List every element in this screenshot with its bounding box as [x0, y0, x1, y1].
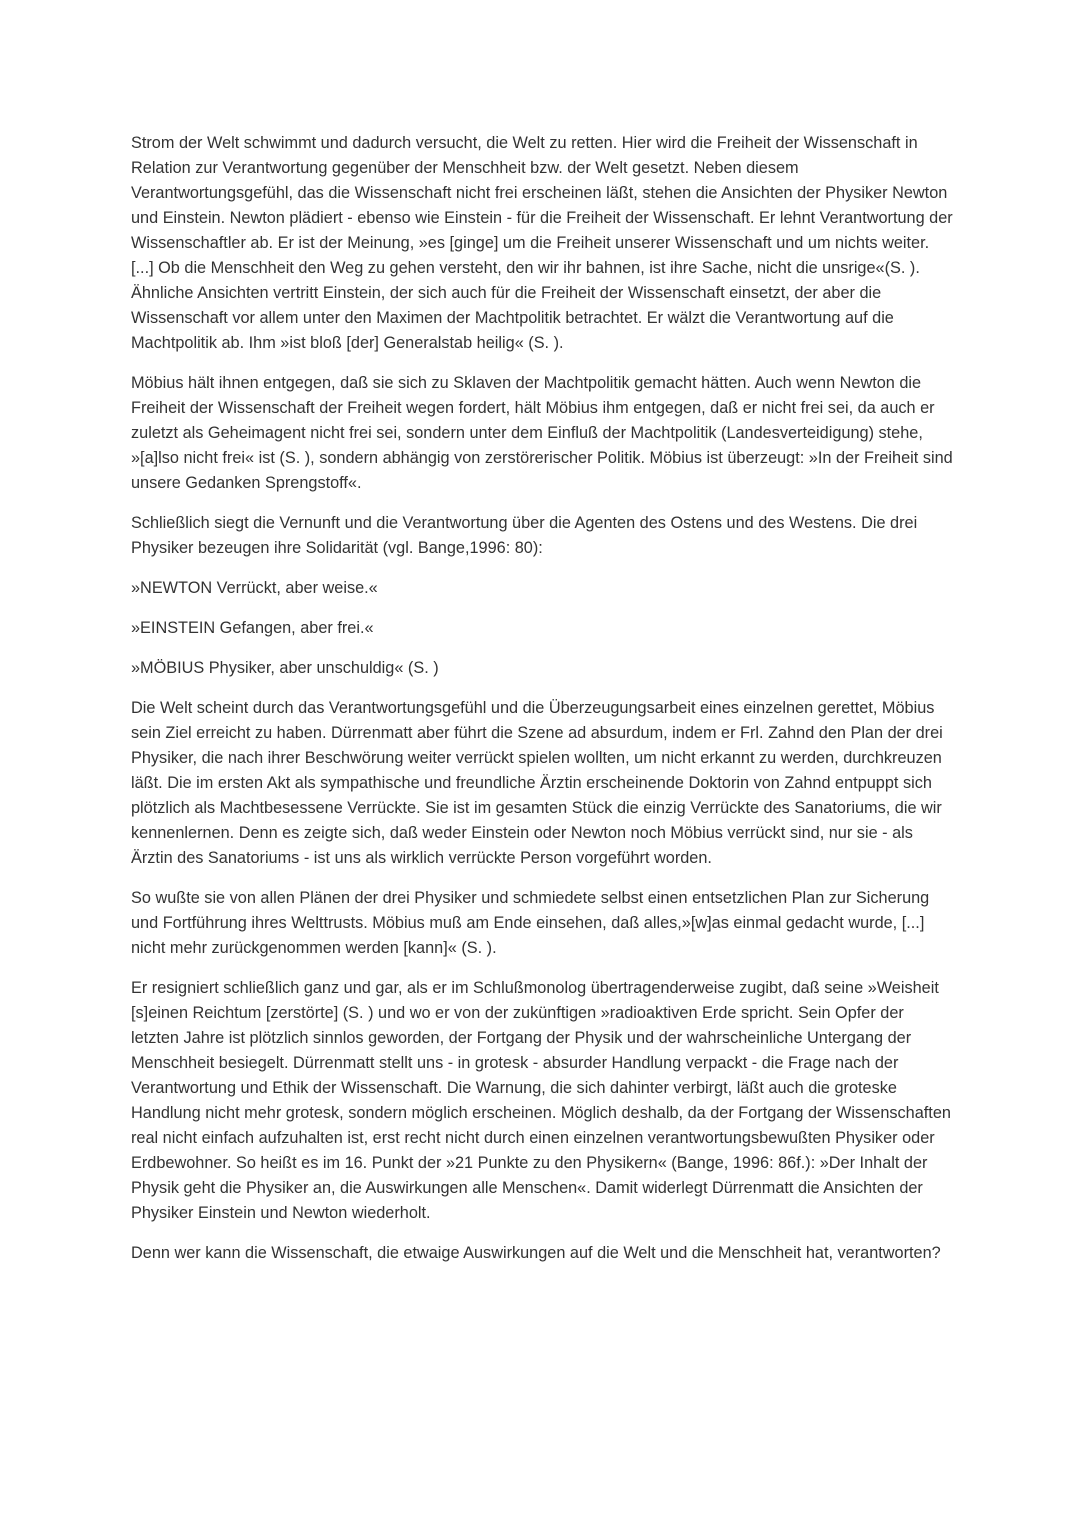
- quote-newton: »NEWTON Verrückt, aber weise.«: [131, 579, 378, 597]
- paragraph-resignation: Er resigniert schließlich ganz und gar, als er im Schlußmonolog übertragenderweise zugibt, daß seine »Weisheit [s]einen Reichtum [zerstörte] (S. ) und wo er von der zukünftigen »radioaktiven Erde spricht. Sein Opfer der letzten Jahre ist plötzlich sinnlos geworden, der Fortgang der Physik und der wahrscheinliche Untergang der Menschheit besiegelt. Dürrenmatt stellt uns - in grotesk - absurder Handlung verpackt - die Frage nach der Verantwortung und Ethik der Wissenschaft. Die Warnung, die sich dahinter verbirgt, läßt auch die groteske Handlung nicht mehr grotesk, sondern möglich erscheinen. Möglich deshalb, da der Fortgang der Wissenschaften real nicht einfach aufzuhalten ist, erst recht nicht durch einen einzelnen verantwortungsbewußten Physiker oder Erdbewohner. So heißt es im 16. Punkt der »21 Punkte zu den Physikern« (Bange, 1996: 86f.): »Der Inhalt der Physik geht die Physiker an, die Auswirkungen alle Menschen«. Damit widerlegt Dürrenmatt die Ansichten der Physiker Einstein und Newton wiederholt.: [131, 979, 951, 1222]
- paragraph-solidarity: Schließlich siegt die Vernunft und die Verantwortung über die Agenten des Ostens und des Westens. Die drei Physiker bezeugen ihre Solidarität (vgl. Bange,1996: 80):: [131, 514, 918, 557]
- paragraph-moebius-objection: Möbius hält ihnen entgegen, daß sie sich zu Sklaven der Machtpolitik gemacht hätten. Auch wenn Newton die Freiheit der Wissenschaft der Freiheit wegen fordert, hält Möbius ihm entgegen, daß er nicht frei sei, da auch er zuletzt als Geheimagent nicht frei sei, sondern unter dem Einfluß der Machtpolitik (Landesverteidigung) stehe, »[a]lso nicht frei« ist (S. ), sondern abhängig von zerstörerischer Politik. Möbius ist überzeugt: »In der Freiheit sind unsere Gedanken Sprengstoff«.: [131, 374, 953, 492]
- quote-einstein: »EINSTEIN Gefangen, aber frei.«: [131, 619, 374, 637]
- paragraph-closing-question: Denn wer kann die Wissenschaft, die etwaige Auswirkungen auf die Welt und die Menschheit hat, verantworten?: [131, 1244, 941, 1262]
- paragraph-freedom-of-science: Strom der Welt schwimmt und dadurch versucht, die Welt zu retten. Hier wird die Freiheit der Wissenschaft in Relation zur Verantwortung gegenüber der Menschheit bzw. der Welt gesetzt. Neben diesem Verantwortungsgefühl, das die Wissenschaft nicht frei erscheinen läßt, stehen die Ansichten der Physiker Newton und Einstein. Newton plädiert - ebenso wie Einstein - für die Freiheit der Wissenschaft. Er lehnt Verantwortung der Wissenschaftler ab. Er ist der Meinung, »es [ginge] um die Freiheit unserer Wissenschaft und um nichts weiter. [...] Ob die Menschheit den Weg zu gehen versteht, den wir ihr bahnen, ist ihre Sache, nicht die unsrige«(S. ). Ähnliche Ansichten vertritt Einstein, der sich auch für die Freiheit der Wissenschaft einsetzt, der aber die Wissenschaft vor allem unter den Maximen der Machtpolitik betrachtet. Er wälzt die Verantwortung auf die Machtpolitik ab. Ihm »ist bloß [der] Generalstab heilig« (S. ).: [131, 134, 953, 352]
- paragraph-ad-absurdum: Die Welt scheint durch das Verantwortungsgefühl und die Überzeugungsarbeit eines einzelnen gerettet, Möbius sein Ziel erreicht zu haben. Dürrenmatt aber führt die Szene ad absurdum, indem er Frl. Zahnd den Plan der drei Physiker, die nach ihrer Beschwörung weiter verrückt spielen wollten, um nicht erkannt zu werden, durchkreuzen läßt. Die im ersten Akt als sympathische und freundliche Ärztin erscheinende Doktorin von Zahnd entpuppt sich plötzlich als Machtbesessene Verrückte. Sie ist im gesamten Stück die einzig Verrückte des Sanatoriums, die wir kennenlernen. Denn es zeigte sich, daß weder Einstein oder Newton noch Möbius verrückt sind, nur sie - als Ärztin des Sanatoriums - ist uns als wirklich verrückte Person vorgeführt worden.: [131, 699, 943, 867]
- quote-moebius: »MÖBIUS Physiker, aber unschuldig« (S. ): [131, 659, 439, 677]
- paragraph-welttrust: So wußte sie von allen Plänen der drei Physiker und schmiedete selbst einen entsetzlichen Plan zur Sicherung und Fortführung ihres Welttrusts. Möbius muß am Ende einsehen, daß alles,»[w]as einmal gedacht wurde, [...] nicht mehr zurückgenommen werden [kann]« (S. ).: [131, 889, 930, 957]
- document-page: [131, 131, 953, 1281]
